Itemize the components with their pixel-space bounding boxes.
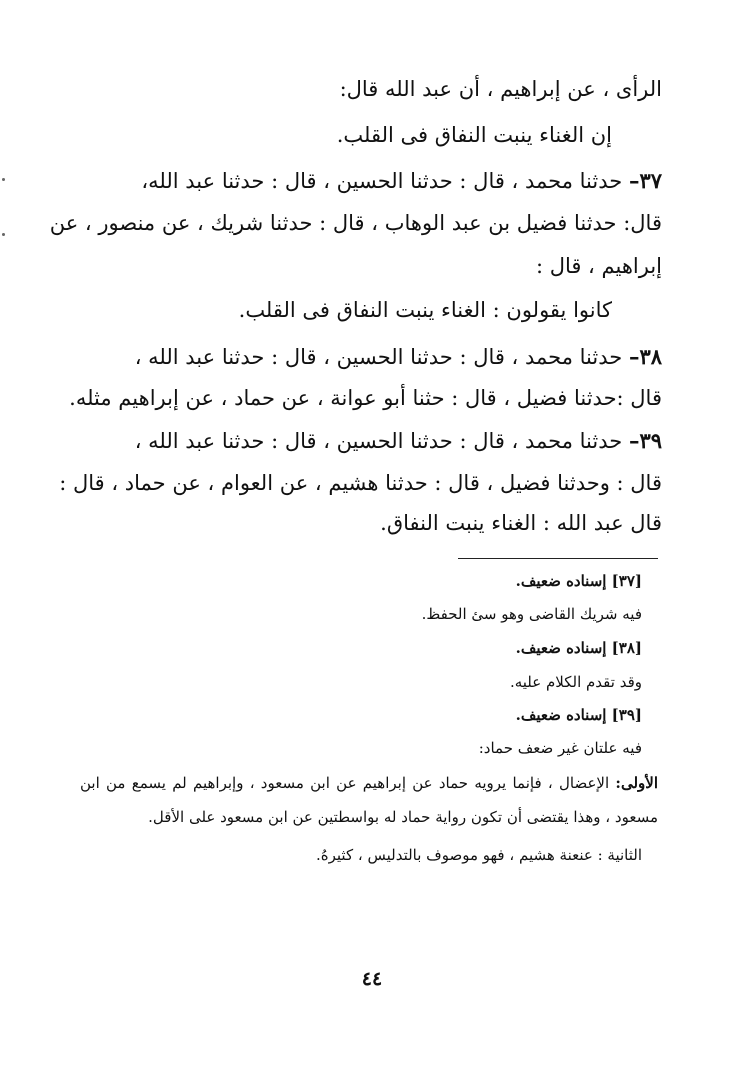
hadith-number: ٣٨– xyxy=(628,344,662,369)
footnote-39-first-reason-cont: مسعود ، وهذا يقتضى أن تكون رواية حماد له بواسطتين عن ابن مسعود على الأقل. xyxy=(148,808,658,826)
hadith-text: حدثنا محمد ، قال : حدثنا الحسين ، قال : حدثنا عبد الله ، xyxy=(134,345,623,369)
hadith-39-line-2: قال : وحدثنا فضيل ، قال : حدثنا هشيم ، عن العوام ، عن حماد ، قال : xyxy=(59,471,662,495)
footnote-37-heading: [٣٧] إسناده ضعيف. xyxy=(515,572,642,590)
hadith-number: ٣٧– xyxy=(628,168,662,193)
footnote-separator xyxy=(458,558,658,559)
body-line-2: إن الغناء ينبت النفاق فى القلب. xyxy=(336,123,612,147)
hadith-39-line-1 xyxy=(72,426,662,456)
scan-mark xyxy=(2,233,5,236)
hadith-text: حدثنا محمد ، قال : حدثنا الحسين ، قال : حدثنا عبد الله، xyxy=(141,169,623,193)
hadith-37-line-2: قال: حدثنا فضيل بن عبد الوهاب ، قال : حدثنا شريك ، عن منصور ، عن xyxy=(49,211,662,235)
hadith-38-line-2: قال :حدثنا فضيل ، قال : حثنا أبو عوانة ، عن حماد ، عن إبراهيم مثله. xyxy=(69,386,662,410)
hadith-38-line-1 xyxy=(72,342,662,372)
footnote-39-text: فيه علتان غير ضعف حماد: xyxy=(478,739,642,757)
hadith-37-text: كانوا يقولون : الغناء ينبت النفاق فى القلب. xyxy=(238,298,612,322)
hadith-text: حدثنا محمد ، قال : حدثنا الحسين ، قال : حدثنا عبد الله ، xyxy=(134,429,623,453)
footnote-38-text: وقد تقدم الكلام عليه. xyxy=(509,673,642,691)
hadith-39-line-3: قال عبد الله : الغناء ينبت النفاق. xyxy=(380,511,662,535)
footnote-39-second-reason: الثانية : عنعنة هشيم ، فهو موصوف بالتدليس ، كثيرهُ. xyxy=(316,846,642,864)
hadith-37-line-3: إبراهيم ، قال : xyxy=(535,254,662,278)
footnote-39-first-reason: الأولى: الإعضال ، فإنما يرويه حماد عن إبراهيم عن ابن مسعود ، وإبراهيم لم يسمع من ابن xyxy=(80,774,658,792)
footnote-39-heading: [٣٩] إسناده ضعيف. xyxy=(515,706,642,724)
footnote-37-text: فيه شريك القاضى وهو سئ الحفظ. xyxy=(421,605,642,623)
hadith-37-line-1 xyxy=(72,166,662,196)
page-number: ٤٤ xyxy=(361,968,383,990)
footnote-38-heading: [٣٨] إسناده ضعيف. xyxy=(515,639,642,657)
scan-mark xyxy=(2,178,5,181)
hadith-number: ٣٩– xyxy=(628,428,662,453)
body-line-1: الرأى ، عن إبراهيم ، أن عبد الله قال: xyxy=(339,77,662,101)
